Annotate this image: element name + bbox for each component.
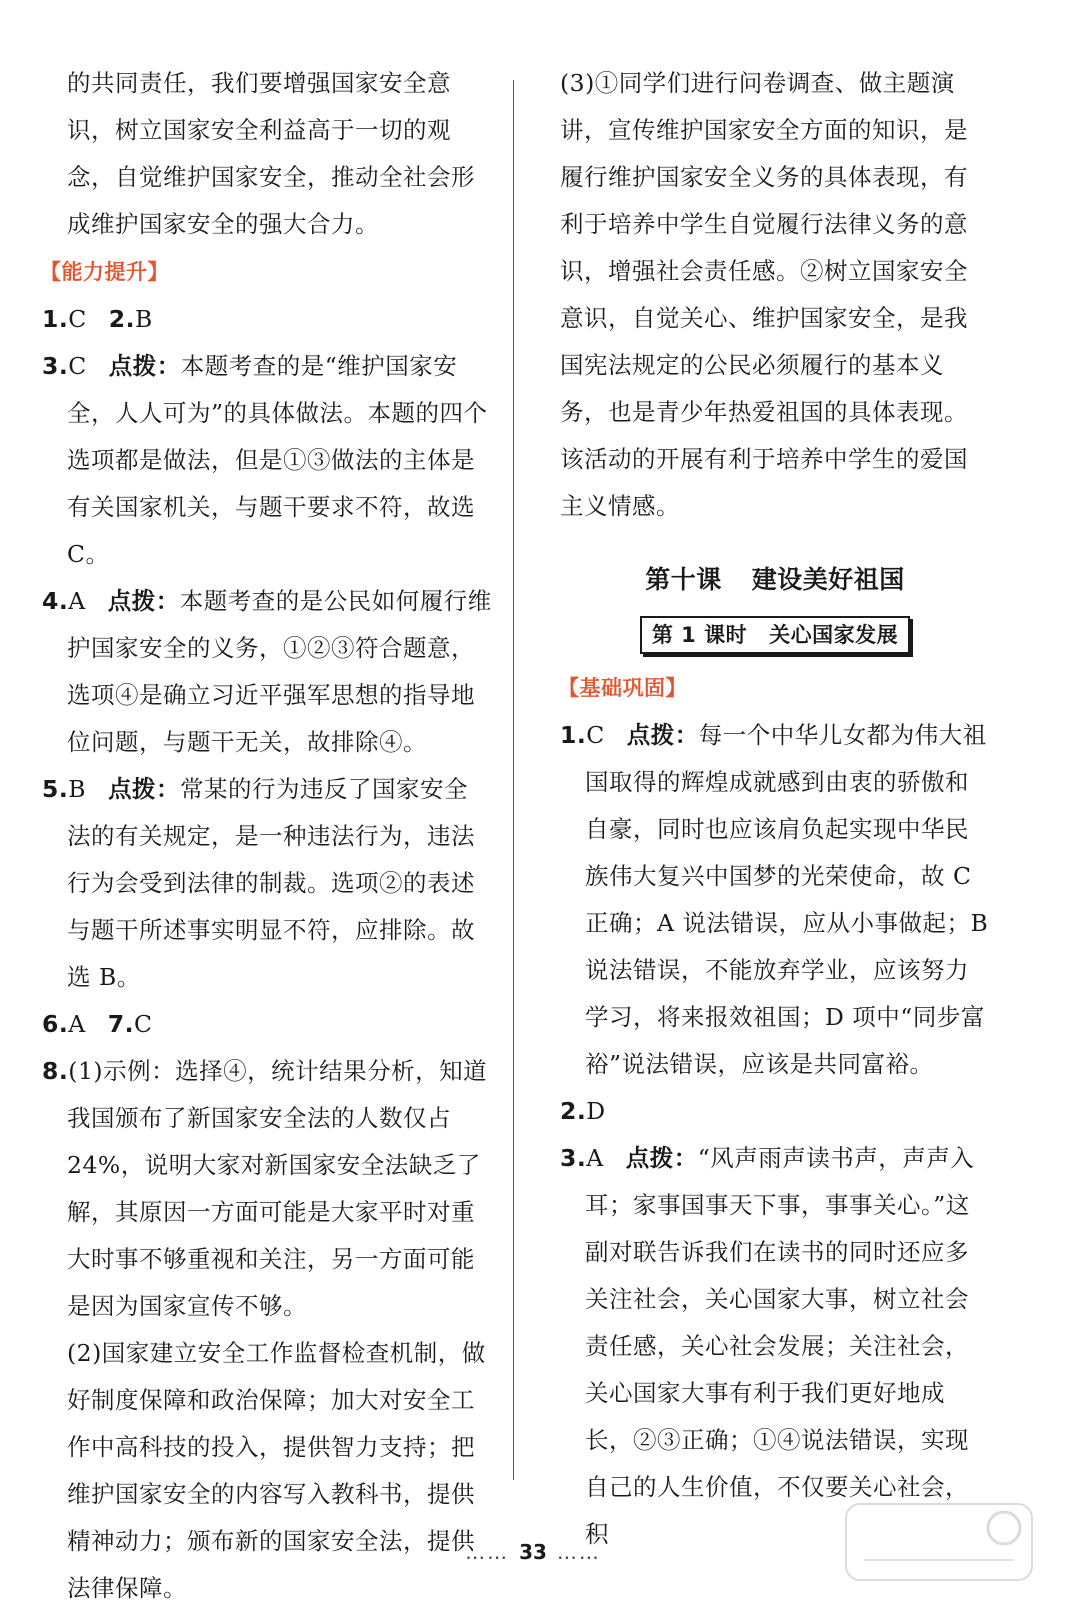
- question-number: 5.: [42, 775, 69, 803]
- lesson-number: 第十课: [645, 565, 722, 594]
- section-label: 【能力提升】: [40, 260, 169, 284]
- hint-text: 本题考查的是“维护国家安全，人人可为”的具体做法。本题的四个选项都是做法，但是①③做法的主体是有关国家机关，与题干要求不符，故选 C。: [67, 352, 488, 568]
- answer-row-1-2: [42, 296, 492, 343]
- hint-text: 每一个中华儿女都为伟大祖国取得的辉煌成就感到由衷的骄傲和自豪，同时也应该肩负起实现中华民族伟大复兴中国梦的光荣使命，故 C 正确；A 说法错误，应从小事做起；B 说法错误，不能放弃学业，应该努力学习，将来报效祖国；D 项中“同步富裕”说法错误，应该是共同富裕。: [585, 721, 989, 1078]
- answer: C: [68, 305, 87, 333]
- hint-text: 本题考查的是公民如何履行维护国家安全的义务，①②③符合题意，选项④是确立习近平强军思想的指导地位问题，与题干无关，故排除④。: [67, 587, 492, 756]
- session-name: 关心国家发展: [769, 623, 899, 647]
- question-number: 8.: [42, 1057, 69, 1085]
- hint-label: 点拨：: [107, 587, 180, 615]
- hint-label: 点拨：: [626, 721, 699, 749]
- hint-text: 常某的行为违反了国家安全法的有关规定，是一种违法行为，违法行为会受到法律的制裁。选项②的表述与题干所述事实明显不符，应排除。故选 B。: [67, 775, 475, 991]
- answer: A: [586, 1144, 604, 1172]
- answer-item-5: [42, 766, 492, 1001]
- question-number: 2.: [560, 1097, 587, 1125]
- lesson-name: 建设美好祖国: [751, 565, 905, 594]
- question-number: 4.: [42, 587, 69, 615]
- answer-item-r2: [560, 1088, 990, 1135]
- session-box: [640, 616, 910, 654]
- answer-text: (1)示例：选择④，统计结果分析，知道我国颁布了新国家安全法的人数仅占 24%，说明大家对新国家安全法缺乏了解，其原因一方面可能是大家平时对重大时事不够重视和关注，另一方面可能是因为国家宣传不够。: [67, 1057, 488, 1320]
- question-number: 3.: [560, 1144, 587, 1172]
- lesson-title: [560, 556, 990, 603]
- question-number: 1.: [560, 721, 587, 749]
- answer-item-r1: [560, 712, 990, 1088]
- question-number: 7.: [107, 1010, 135, 1038]
- answer-item-8-part2: (2)国家建立安全工作监督检查机制，做好制度保障和政治保障；加大对安全工作中高科技的投入，提供智力支持；把维护国家安全的内容写入教科书，提供精神动力；颁布新的国家安全法，提供法律保障。: [67, 1339, 486, 1602]
- answer: A: [68, 587, 86, 615]
- answer: B: [68, 775, 87, 803]
- answer: C: [134, 1010, 153, 1038]
- watermark-logo: [844, 1502, 1034, 1582]
- session-number: 第 1 课时: [651, 623, 748, 647]
- answer: C: [586, 721, 605, 749]
- continued-paragraph: 的共同责任，我们要增强国家安全意识，树立国家安全利益高于一切的观念，自觉维护国家安全，推动全社会形成维护国家安全的强大合力。: [67, 69, 475, 238]
- section-heading-basic: [560, 664, 990, 712]
- answer-item-8-part3: (3)①同学们进行问卷调查、做主题演讲，宣传维护国家安全方面的知识，是履行维护国家安全义务的具体表现，有利于培养中学生自觉履行法律义务的意识，增强社会责任感。②树立国家安全意识，自觉关心、维护国家安全，是我国宪法规定的公民必须履行的基本义务，也是青少年热爱祖国的具体表现。该活动的开展有利于培养中学生的爱国主义情感。: [560, 69, 968, 520]
- answer-row-6-7: [42, 1001, 492, 1048]
- page-number: 33: [519, 1540, 547, 1564]
- left-column: [42, 60, 492, 1612]
- hint-label: 点拨：: [625, 1144, 698, 1172]
- question-number: 1.: [42, 305, 69, 333]
- answer: D: [586, 1097, 606, 1125]
- question-number: 6.: [42, 1010, 69, 1038]
- section-label: 【基础巩固】: [558, 676, 687, 700]
- answer: A: [68, 1010, 86, 1038]
- answer-item-4: [42, 578, 492, 766]
- answer-item-3: [42, 343, 492, 578]
- hint-text: “风声雨声读书声，声声入耳；家事国事天下事，事事关心。”这副对联告诉我们在读书的同时还应多关注社会，关心国家大事，树立社会责任感，关心社会发展；关注社会，关心国家大事有利于我们更好地成长，②③正确；①④说法错误，实现自己的人生价值，不仅要关心社会，积: [585, 1144, 975, 1548]
- footer-dots-left: ……: [465, 1540, 510, 1564]
- session-heading: [560, 611, 990, 658]
- section-heading-ability: [42, 248, 492, 296]
- column-divider: [513, 80, 514, 1480]
- hint-label: 点拨：: [108, 775, 181, 803]
- answer-item-r3: [560, 1135, 990, 1558]
- footer-dots-right: ……: [556, 1540, 601, 1564]
- question-number: 3.: [42, 352, 69, 380]
- question-number: 2.: [108, 305, 136, 333]
- answer: C: [68, 352, 87, 380]
- right-column: [560, 60, 990, 1558]
- answer-item-8-part1: [42, 1048, 492, 1330]
- answer: B: [135, 305, 153, 333]
- hint-label: 点拨：: [108, 352, 181, 380]
